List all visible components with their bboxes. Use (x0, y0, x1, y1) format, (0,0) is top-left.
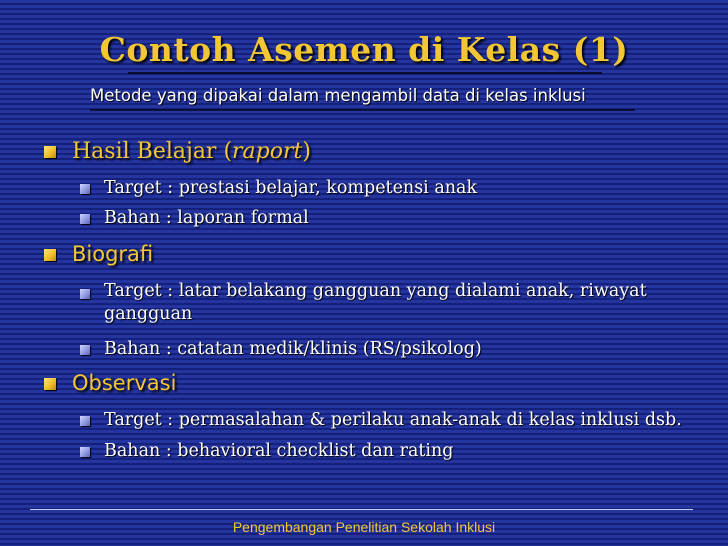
sub-bullet-icon (80, 416, 90, 426)
footer-divider (30, 509, 693, 510)
title-underline (128, 72, 602, 74)
section-heading-hasil-belajar: Hasil Belajar (raport) (72, 139, 311, 164)
section-heading-observasi: Observasi (72, 371, 177, 395)
list-item: Target : latar belakang gangguan yang dialami anak, riwayat gangguan (104, 281, 647, 324)
slide-subtitle: Metode yang dipakai dalam mengambil data di kelas inklusi (90, 86, 586, 105)
section-heading-biografi: Biografi (72, 242, 154, 266)
bullet-square-icon (44, 146, 56, 158)
list-item: Target : permasalahan & perilaku anak-anak di kelas inklusi dsb. (104, 410, 682, 430)
list-item: Bahan : catatan medik/klinis (RS/psikolog) (104, 339, 482, 359)
bullet-square-icon (44, 378, 56, 390)
footer-text: Pengembangan Penelitian Sekolah Inklusi (232, 519, 496, 535)
sub-bullet-icon (80, 345, 90, 355)
list-item: Bahan : behavioral checklist dan rating (104, 441, 454, 461)
sub-bullet-icon (80, 184, 90, 194)
sub-bullet-icon (80, 447, 90, 457)
list-item: Bahan : laporan formal (104, 208, 309, 228)
subtitle-underline (90, 109, 635, 111)
list-item: Target : prestasi belajar, kompetensi anak (104, 178, 478, 198)
sub-bullet-icon (80, 214, 90, 224)
bullet-square-icon (44, 249, 56, 261)
sub-bullet-icon (80, 289, 90, 299)
slide-title: Contoh Asemen di Kelas (1) (99, 30, 629, 69)
